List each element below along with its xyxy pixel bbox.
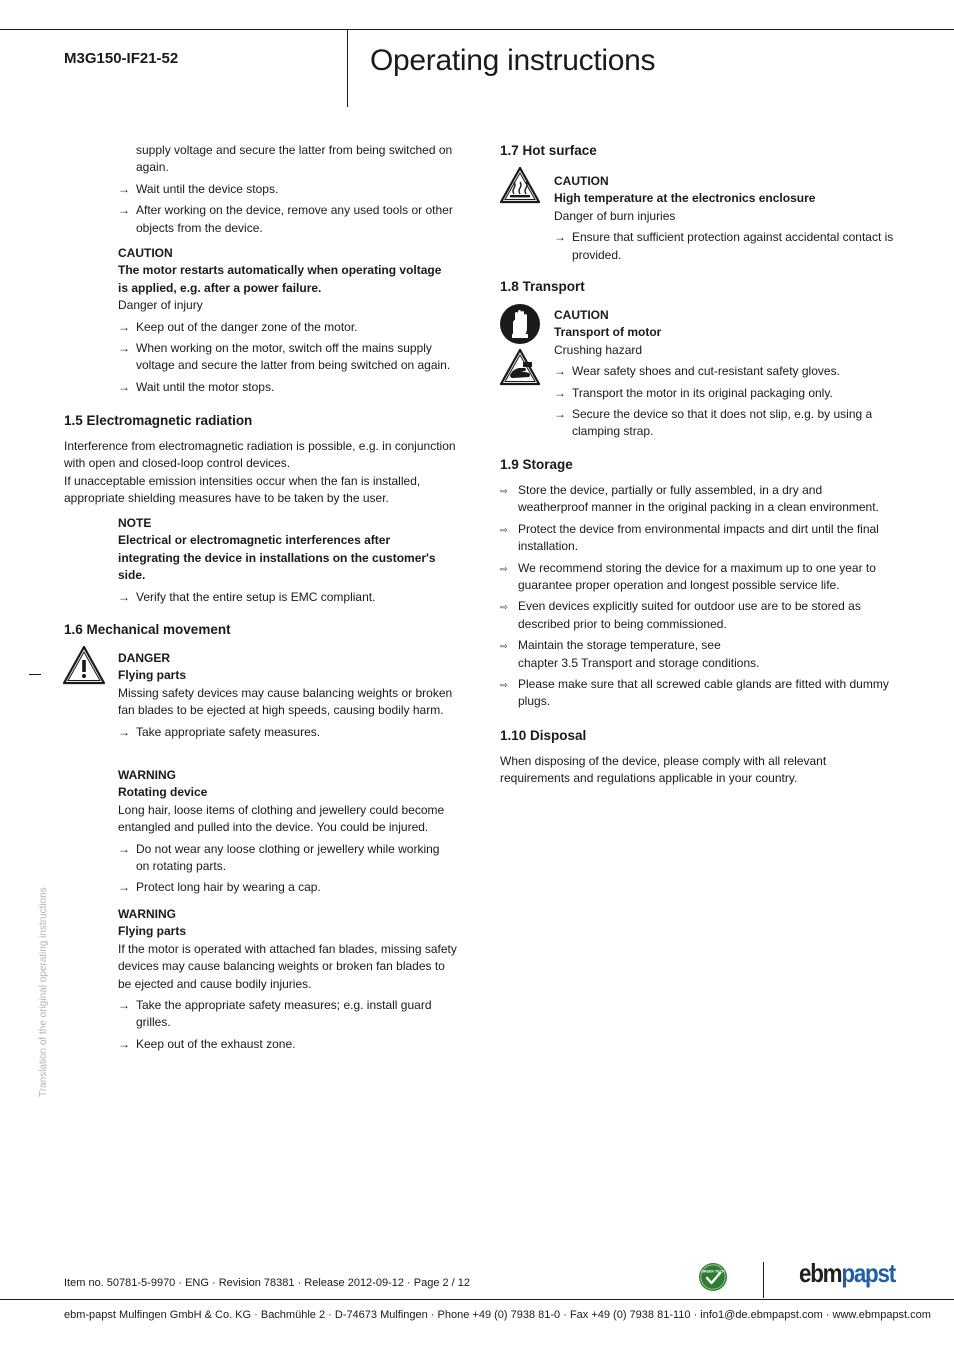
footer-rule <box>0 1299 954 1300</box>
left-intro-block <box>118 142 454 237</box>
list-item: → After working on the device, remove any used tools or other objects from the device. <box>118 203 453 235</box>
arrow-icon: → <box>118 1036 130 1051</box>
caution-desc: Danger of burn injuries <box>554 208 676 223</box>
ebmpapst-logo: ebmpapst <box>799 1258 895 1288</box>
warning-label: WARNING <box>118 768 176 782</box>
bullet-arrow-icon: ⇨ <box>500 563 508 574</box>
hand-crush-icon <box>499 348 541 386</box>
caution-hot-block <box>554 173 894 264</box>
list-item: ⇨ Protect the device from environmental impacts and dirt until the final installation. <box>500 521 879 554</box>
caution-title: Transport of motor <box>554 325 662 340</box>
bullet-arrow-icon: ⇨ <box>500 602 508 613</box>
arrow-icon: → <box>118 724 130 739</box>
header-divider <box>347 29 348 107</box>
arrow-icon: → <box>118 589 130 604</box>
list-item: → Take appropriate safety measures. <box>118 724 454 741</box>
warning-rotating-block <box>118 767 454 897</box>
caution-title: High temperature at the electronics enclosure <box>554 191 816 206</box>
caution-restart-block <box>118 245 454 396</box>
list-item: → Wait until the device stops. <box>118 181 454 198</box>
list-item: ⇨ Maintain the storage temperature, see chapter 3.5 Transport and storage conditions. <box>500 638 760 670</box>
arrow-icon: → <box>554 364 566 379</box>
footer-address: ebm-papst Mulfingen GmbH & Co. KG · Bachmühle 2 · D-74673 Mulfingen · Phone +49 (0) 7938 81-0 · Fax +49 (0) 7938 81-110 · info1@de.ebmpapst.com · www.ebmpapst.com <box>64 1309 931 1321</box>
header-top-rule <box>0 29 954 30</box>
margin-fold-mark <box>29 674 41 675</box>
caution-title: The motor restarts automatically when operating voltage is applied, e.g. after a power failure. <box>118 263 442 295</box>
intro-continuation: supply voltage and secure the latter from being switched on again. <box>136 143 453 175</box>
arrow-icon: → <box>118 203 130 218</box>
arrow-icon: → <box>118 998 130 1013</box>
arrow-icon: → <box>118 341 130 356</box>
footer-item-info: Item no. 50781-5-9970 · ENG · Revision 78381 · Release 2012-09-12 · Page 2 / 12 <box>64 1277 471 1289</box>
note-title: Electrical or electromagnetic interferences after integrating the device in installations on the customer's side. <box>118 533 436 583</box>
safety-gloves-icon <box>499 303 541 345</box>
caution-label: CAUTION <box>554 308 609 322</box>
danger-label: DANGER <box>118 651 171 665</box>
bullet-arrow-icon: ⇨ <box>500 486 508 496</box>
arrow-icon: → <box>118 880 130 895</box>
model-number: M3G150-IF21-52 <box>64 50 179 67</box>
section-heading-1-10: 1.10 Disposal <box>500 728 587 743</box>
list-item: ⇨ Store the device, partially or fully assembled, in a dry and weatherproof manner in the original packing in a clean environment. <box>500 483 879 515</box>
list-item: → When working on the motor, switch off the mains supply voltage and secure the latter from being switched on again. <box>118 341 451 373</box>
note-label: NOTE <box>118 516 152 530</box>
arrow-icon: → <box>118 319 130 334</box>
warning-desc: Long hair, loose items of clothing and jewellery could become entangled and pulled into the device. You could be injured. <box>118 802 445 835</box>
document-title: Operating instructions <box>370 44 656 77</box>
section-heading-1-8: 1.8 Transport <box>500 279 585 294</box>
greentech-badge-icon <box>698 1262 728 1292</box>
arrow-icon: → <box>118 379 130 394</box>
arrow-icon: → <box>554 407 566 422</box>
danger-title: Flying parts <box>118 668 187 683</box>
caution-label: CAUTION <box>554 174 609 188</box>
footer-divider <box>763 1262 764 1298</box>
list-item: → Keep out of the exhaust zone. <box>118 1036 458 1053</box>
list-item: → Verify that the entire setup is EMC compliant. <box>118 589 454 606</box>
emc-paragraph: Interference from electromagnetic radiation is possible, e.g. in conjunction with open and closed-loop control devices. If unacceptable emission intensities occur when the fan is installed, appropriate shielding measures have to be taken by the user. <box>64 439 456 506</box>
caution-transport-block <box>554 307 894 441</box>
arrow-icon: → <box>554 230 566 245</box>
list-item: → Secure the device so that it does not slip, e.g. by using a clamping strap. <box>554 407 873 439</box>
caution-desc: Danger of injury <box>118 298 203 313</box>
warning-title: Flying parts <box>118 924 187 939</box>
greentech-text: GREEN TECH <box>701 1269 725 1274</box>
warning-label: WARNING <box>118 907 176 921</box>
storage-list <box>500 482 890 711</box>
danger-desc: Missing safety devices may cause balancing weights or broken fan blades to be ejected at high speeds, causing bodily harm. <box>118 685 453 718</box>
warning-flying-block <box>118 906 458 1053</box>
section-heading-1-6: 1.6 Mechanical movement <box>64 622 231 637</box>
danger-block <box>118 650 454 741</box>
warning-triangle-icon <box>62 645 106 685</box>
arrow-icon: → <box>118 181 130 196</box>
list-item: → Protect long hair by wearing a cap. <box>118 879 454 896</box>
disposal-paragraph: When disposing of the device, please comply with all relevant requirements and regulations applicable in your country. <box>500 754 827 786</box>
list-item: → Keep out of the danger zone of the motor. <box>118 319 454 336</box>
list-item: → Do not wear any loose clothing or jewellery while working on rotating parts. <box>118 841 440 874</box>
bullet-arrow-icon: ⇨ <box>500 524 508 535</box>
bullet-arrow-icon: ⇨ <box>500 680 508 691</box>
arrow-icon: → <box>554 385 566 400</box>
section-heading-1-7: 1.7 Hot surface <box>500 143 597 158</box>
caution-label: CAUTION <box>118 246 173 260</box>
bullet-arrow-icon: ⇨ <box>500 641 508 652</box>
list-item: → Wear safety shoes and cut-resistant safety gloves. <box>554 363 894 380</box>
hot-surface-icon <box>499 166 541 204</box>
list-item: → Take the appropriate safety measures; e.g. install guard grilles. <box>118 998 432 1030</box>
arrow-icon: → <box>118 841 130 856</box>
list-item: → Ensure that sufficient protection against accidental contact is provided. <box>554 230 894 262</box>
list-item: → Wait until the motor stops. <box>118 379 454 396</box>
list-item: → Transport the motor in its original packaging only. <box>554 385 894 402</box>
list-item: ⇨ Even devices explicitly suited for outdoor use are to be stored as described prior to being commissioned. <box>500 599 861 631</box>
note-block <box>118 515 454 606</box>
caution-desc: Crushing hazard <box>554 342 643 357</box>
side-note: Translation of the original operating instructions <box>38 887 49 1097</box>
list-item: ⇨ We recommend storing the device for a maximum up to one year to guarantee proper operation and longest possible service life. <box>500 560 876 593</box>
warning-title: Rotating device <box>118 785 208 800</box>
warning-desc: If the motor is operated with attached fan blades, missing safety devices may cause balancing weights or broken fan blades to be ejected and cause bodily injuries. <box>118 941 457 991</box>
section-heading-1-5: 1.5 Electromagnetic radiation <box>64 413 253 428</box>
section-heading-1-9: 1.9 Storage <box>500 457 573 472</box>
list-item: ⇨ Please make sure that all screwed cable glands are fitted with dummy plugs. <box>500 677 889 709</box>
